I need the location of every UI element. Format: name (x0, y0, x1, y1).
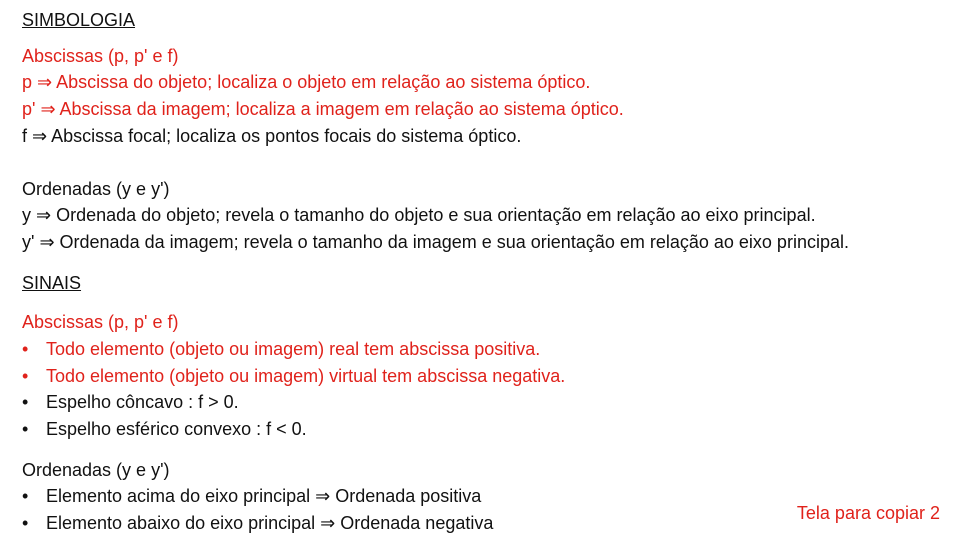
sinais-abscissas-bullet (22, 417, 307, 441)
bullet-text: Todo elemento (objeto ou imagem) virtual tem abscissa negativa. (46, 366, 566, 386)
bullet-marker: • (22, 486, 29, 506)
simbologia-heading: SIMBOLOGIA (22, 10, 136, 30)
sinais-abscissas-bullet (22, 390, 239, 414)
simbologia-abscissas-title: Abscissas (p, p' e f) (22, 46, 179, 66)
bullet-marker: • (22, 419, 29, 439)
sinais-abscissas-bullet (22, 364, 565, 388)
bullet-text: Todo elemento (objeto ou imagem) real tem abscissa positiva. (46, 339, 541, 359)
bullet-text: Elemento acima do eixo principal ⇒ Ordenada positiva (46, 486, 482, 506)
ordenada-y-prime-line: y' ⇒ Ordenada da imagem; revela o tamanho da imagem e sua orientação em relação ao eixo principal. (22, 232, 849, 252)
bullet-text: Espelho côncavo : f > 0. (46, 392, 239, 412)
ordenada-y-line: y ⇒ Ordenada do objeto; revela o tamanho do objeto e sua orientação em relação ao eixo principal. (22, 205, 816, 225)
sinais-abscissas-title: Abscissas (p, p' e f) (22, 312, 179, 332)
sinais-heading: SINAIS (22, 273, 82, 293)
sinais-ordenadas-bullet (22, 484, 481, 508)
abscissa-p-prime-line: p' ⇒ Abscissa da imagem; localiza a imagem em relação ao sistema óptico. (22, 99, 624, 119)
sinais-ordenadas-title: Ordenadas (y e y') (22, 460, 170, 480)
bullet-marker: • (22, 366, 29, 386)
bullet-text: Espelho esférico convexo : f < 0. (46, 419, 307, 439)
bullet-text: Elemento abaixo do eixo principal ⇒ Ordenada negativa (46, 513, 494, 533)
sinais-abscissas-bullet (22, 337, 540, 361)
bullet-marker: • (22, 513, 29, 533)
sinais-ordenadas-bullet (22, 511, 493, 535)
bullet-marker: • (22, 339, 29, 359)
abscissa-f-line: f ⇒ Abscissa focal; localiza os pontos focais do sistema óptico. (22, 126, 522, 146)
bullet-marker: • (22, 392, 29, 412)
footer-label: Tela para copiar 2 (796, 503, 940, 523)
simbologia-ordenadas-title: Ordenadas (y e y') (22, 179, 170, 199)
abscissa-p-line: p ⇒ Abscissa do objeto; localiza o objeto em relação ao sistema óptico. (22, 72, 591, 92)
